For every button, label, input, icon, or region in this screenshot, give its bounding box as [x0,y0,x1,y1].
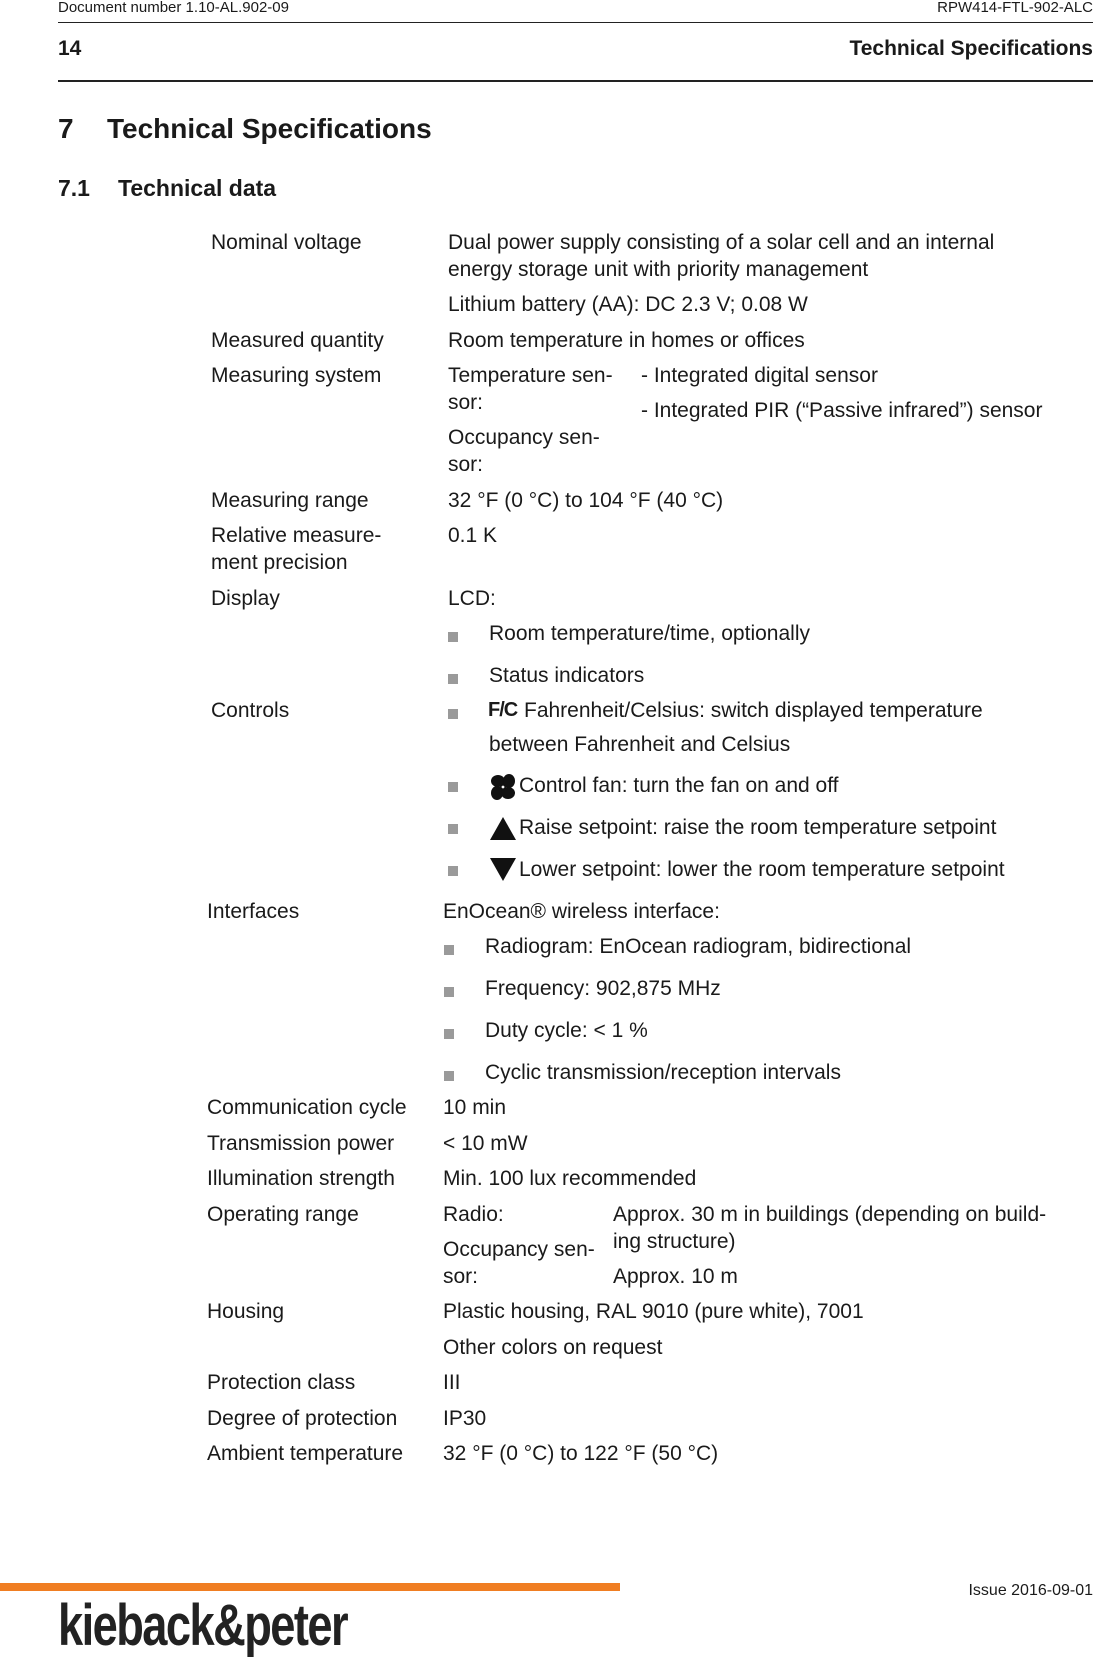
section-title: Technical data [118,175,277,201]
measuring-system-occ-label-2: sor: [448,453,484,476]
issue-date: Issue 2016-09-01 [968,1582,1093,1599]
interfaces-value: EnOcean® wireless interface: [443,900,720,923]
section-number: 7.1 [58,175,90,201]
footer-accent-bar [0,1583,620,1591]
running-title: Technical Specifications [849,37,1093,60]
measuring-system-temp-label-1: Temperature sen- [448,364,613,387]
housing-value-2: Other colors on request [443,1336,663,1359]
controls-fan: Control fan: turn the fan on and off [519,774,839,797]
measuring-range-value: 32 °F (0 °C) to 104 °F (40 °C) [448,489,724,512]
nominal-voltage-value-line2: energy storage unit with priority management [448,258,869,281]
transmission-power-label: Transmission power [207,1132,395,1155]
display-label: Display [211,587,280,610]
chapter-title: Technical Specifications [107,113,432,144]
protection-class-value: III [443,1371,461,1394]
kieback-peter-logo: kieback&peter [58,1593,348,1658]
measuring-system-occ-label-1: Occupancy sen- [448,426,600,449]
degree-protection-value: IP30 [443,1407,487,1430]
measuring-system-temp-label-2: sor: [448,391,484,414]
bullet-icon [448,632,458,642]
bullet-icon [448,824,458,834]
measuring-system-temp-value: - Integrated digital sensor [641,364,878,387]
operating-range-radio-value-1: Approx. 30 m in buildings (depending on build- [613,1203,1047,1226]
operating-range-occ-label-1: Occupancy sen- [443,1238,595,1261]
ambient-temperature-value: 32 °F (0 °C) to 122 °F (50 °C) [443,1442,719,1465]
bullet-icon [448,674,458,684]
precision-value: 0.1 K [448,524,498,547]
nominal-voltage-value-line3: Lithium battery (AA): DC 2.3 V; 0.08 W [448,293,808,316]
communication-cycle-label: Communication cycle [207,1096,407,1119]
bullet-icon [444,945,454,955]
operating-range-occ-label-2: sor: [443,1265,479,1288]
header-rule-top [58,22,1093,23]
controls-raise: Raise setpoint: raise the room temperature setpoint [519,816,997,839]
nominal-voltage-label: Nominal voltage [211,231,362,254]
fahrenheit-celsius-icon: F/C [488,699,518,721]
precision-label-1: Relative measure- [211,524,382,547]
communication-cycle-value: 10 min [443,1096,507,1119]
measured-quantity-label: Measured quantity [211,329,384,352]
bullet-icon [444,1029,454,1039]
operating-range-radio-value-2: ing structure) [613,1230,736,1253]
interfaces-item-1: Radiogram: EnOcean radiogram, bidirectional [485,935,912,958]
bullet-icon [448,782,458,792]
measuring-system-occ-value: - Integrated PIR (“Passive infrared”) sensor [641,399,1043,422]
interfaces-label: Interfaces [207,900,300,923]
page-number: 14 [58,37,82,60]
controls-lower: Lower setpoint: lower the room temperature setpoint [519,858,1005,881]
measuring-system-label: Measuring system [211,364,382,387]
controls-label: Controls [211,699,290,722]
display-value: LCD: [448,587,496,610]
header-rule-bottom [58,80,1093,82]
triangle-down-icon [489,857,517,883]
housing-label: Housing [207,1300,285,1323]
operating-range-label: Operating range [207,1203,359,1226]
operating-range-radio-label: Radio: [443,1203,504,1226]
interfaces-item-2: Frequency: 902,875 MHz [485,977,721,1000]
interfaces-item-3: Duty cycle: < 1 % [485,1019,648,1042]
transmission-power-value: < 10 mW [443,1132,528,1155]
housing-value: Plastic housing, RAL 9010 (pure white), 7001 [443,1300,864,1323]
operating-range-occ-value: Approx. 10 m [613,1265,738,1288]
triangle-up-icon [489,815,517,841]
precision-label-2: ment precision [211,551,348,574]
interfaces-item-4: Cyclic transmission/reception intervals [485,1061,841,1084]
bullet-icon [444,987,454,997]
document-number: Document number 1.10-AL.902-09 [58,0,289,16]
controls-fc-line2: between Fahrenheit and Celsius [489,733,791,756]
degree-protection-label: Degree of protection [207,1407,398,1430]
nominal-voltage-value-line1: Dual power supply consisting of a solar cell and an internal [448,231,995,254]
protection-class-label: Protection class [207,1371,356,1394]
illumination-label: Illumination strength [207,1167,395,1190]
chapter-number: 7 [58,113,74,144]
document-code: RPW414-FTL-902-ALC [937,0,1093,16]
measured-quantity-value: Room temperature in homes or offices [448,329,805,352]
bullet-icon [448,709,458,719]
bullet-icon [444,1071,454,1081]
illumination-value: Min. 100 lux recommended [443,1167,697,1190]
controls-fc-line1: Fahrenheit/Celsius: switch displayed temperature [524,699,983,722]
bullet-icon [448,866,458,876]
measuring-range-label: Measuring range [211,489,369,512]
display-item-2: Status indicators [489,664,645,687]
fan-icon [489,773,517,801]
display-item-1: Room temperature/time, optionally [489,622,810,645]
ambient-temperature-label: Ambient temperature [207,1442,404,1465]
